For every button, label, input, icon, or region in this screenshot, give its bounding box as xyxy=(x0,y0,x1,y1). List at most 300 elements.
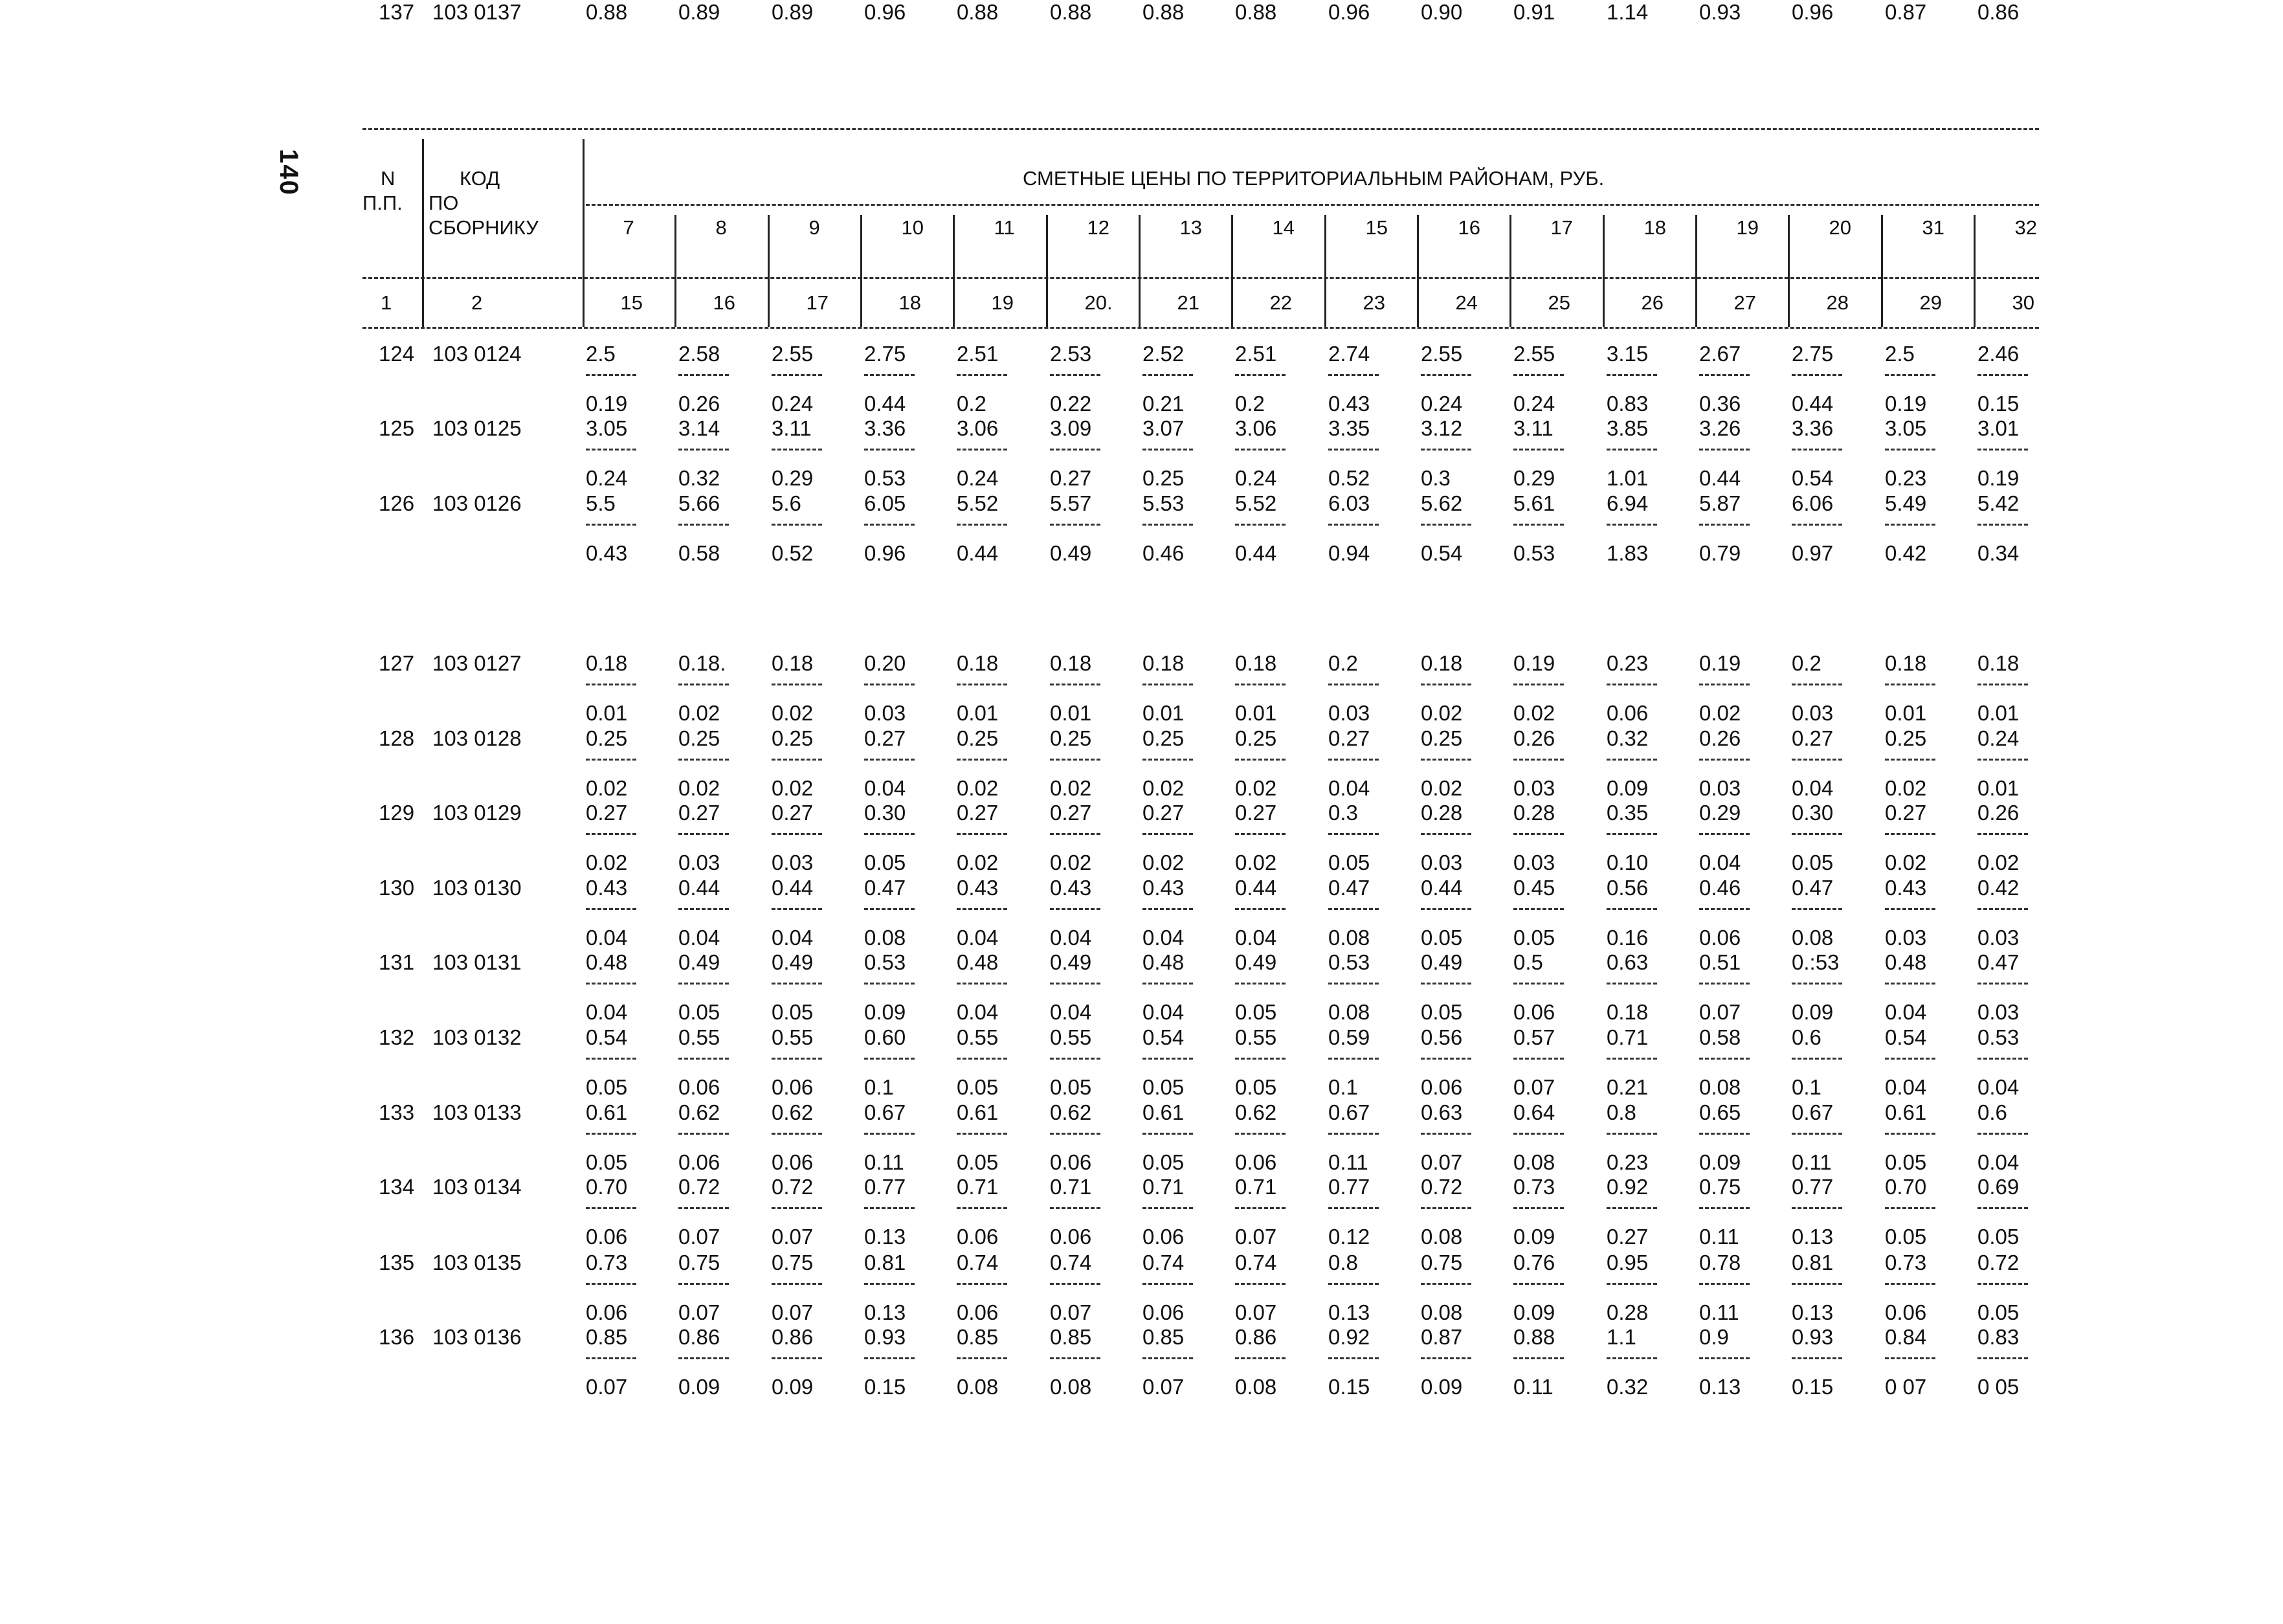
fraction-bar xyxy=(1699,1283,1750,1285)
cell-value: 0.25 xyxy=(772,726,814,750)
cell-value-lower: 0.43 xyxy=(1328,392,1370,416)
cell-value: 3.85 xyxy=(1607,416,1649,440)
cell-value: 3.11 xyxy=(772,416,812,440)
fraction-bar xyxy=(1885,1058,1935,1060)
cell-value-lower: 0.04 xyxy=(1142,926,1185,950)
fraction-bar xyxy=(586,1133,636,1135)
cell-value-lower: 0.03 xyxy=(1513,851,1555,874)
cell-value-lower: 0.01 xyxy=(1142,701,1185,725)
fraction-bar xyxy=(1050,833,1100,835)
cell-value-lower: 0.04 xyxy=(957,1000,999,1024)
cell-value-lower: 0.05 xyxy=(1235,1075,1277,1099)
cell-value-lower: 0.08 xyxy=(1421,1225,1463,1249)
header-po-label: ПО xyxy=(429,192,459,214)
cell-value: 3.07 xyxy=(1142,416,1185,440)
cell-value: 0.90 xyxy=(1421,0,1463,24)
fraction-bar xyxy=(1699,983,1750,984)
cell-value-lower: 1.01 xyxy=(1607,466,1649,490)
fraction-bar xyxy=(1235,1283,1286,1285)
cell-value: 2.51 xyxy=(1235,342,1277,366)
fraction-bar xyxy=(1885,1133,1935,1135)
cell-value: 0.72 xyxy=(1421,1175,1463,1199)
cell-value-lower: 0.04 xyxy=(864,776,906,800)
cell-value-lower: 0.11 xyxy=(1792,1150,1832,1174)
cell-value: 0.88 xyxy=(1050,0,1092,24)
cell-value: 0.8 xyxy=(1328,1251,1358,1274)
fraction-bar xyxy=(772,449,822,450)
fraction-bar xyxy=(678,1207,729,1209)
cell-value: 0.54 xyxy=(1142,1025,1185,1049)
cell-value: 0.18 xyxy=(1142,651,1185,675)
cell-value: 0.74 xyxy=(1142,1251,1185,1274)
cell-value: 0.74 xyxy=(1235,1251,1277,1274)
fraction-bar xyxy=(1513,524,1564,526)
cell-value: 5.42 xyxy=(1977,491,2020,515)
fraction-bar xyxy=(586,1283,636,1285)
cell-value-lower: 0.02 xyxy=(772,701,814,725)
fraction-bar xyxy=(1513,1207,1564,1209)
cell-value-lower: 0.32 xyxy=(678,466,720,490)
cell-value: 0.27 xyxy=(772,801,814,825)
header-district-31: 31 xyxy=(1922,216,1944,239)
cell-value: 0.91 xyxy=(1513,0,1555,24)
page-number: 140 xyxy=(274,149,303,196)
cell-value-lower: 0.05 xyxy=(864,851,906,874)
cell-value-lower: 0.12 xyxy=(1328,1225,1370,1249)
cell-value-lower: 0.28 xyxy=(1607,1300,1649,1324)
fraction-bar xyxy=(1050,1207,1100,1209)
fraction-bar xyxy=(957,1207,1007,1209)
cell-value-lower: 0.49 xyxy=(1050,541,1092,565)
fraction-bar xyxy=(864,759,915,761)
cell-value: 0.55 xyxy=(1235,1025,1277,1049)
cell-value: 0.19 xyxy=(1513,651,1555,675)
cell-value-lower: 0.54 xyxy=(1792,466,1834,490)
row-number: 128 xyxy=(379,726,415,750)
cell-value-lower: 0.03 xyxy=(1885,926,1927,950)
fraction-bar xyxy=(1607,1207,1657,1209)
cell-value: 0.53 xyxy=(1328,950,1370,974)
cell-value: 0.27 xyxy=(586,801,628,825)
cell-value-lower: 0.24 xyxy=(957,466,999,490)
cell-value-lower: 0.08 xyxy=(1513,1150,1555,1174)
row-number: 132 xyxy=(379,1025,415,1049)
header-rule-top xyxy=(362,128,2039,130)
cell-value: 0.63 xyxy=(1607,950,1649,974)
cell-value: 0.67 xyxy=(1328,1100,1370,1124)
header-colnum-19: 19 xyxy=(991,291,1014,314)
cell-value-lower: 0.06 xyxy=(1142,1300,1185,1324)
fraction-bar xyxy=(1792,374,1842,376)
fraction-bar xyxy=(1142,449,1193,450)
header-colnum-17: 17 xyxy=(806,291,829,314)
cell-value: 0.86 xyxy=(1977,0,2020,24)
cell-value: 0.55 xyxy=(772,1025,814,1049)
cell-value-lower: 0.05 xyxy=(1142,1150,1185,1174)
cell-value: 2.74 xyxy=(1328,342,1370,366)
cell-value: 0.9 xyxy=(1699,1325,1729,1349)
cell-value-lower: 0.05 xyxy=(772,1000,814,1024)
cell-value: 0.59 xyxy=(1328,1025,1370,1049)
fraction-bar xyxy=(678,759,729,761)
cell-value: 0.56 xyxy=(1421,1025,1463,1049)
header-bar-col-9 xyxy=(1417,215,1419,327)
cell-value-lower: 0.15 xyxy=(864,1375,906,1399)
cell-value: 0.25 xyxy=(1885,726,1927,750)
cell-value-lower: 0.21 xyxy=(1607,1075,1649,1099)
cell-value: 0.87 xyxy=(1421,1325,1463,1349)
cell-value-lower: 0.13 xyxy=(1699,1375,1741,1399)
cell-value: 0.60 xyxy=(864,1025,906,1049)
cell-value-lower: 0.03 xyxy=(1792,701,1834,725)
fraction-bar xyxy=(1328,449,1379,450)
fraction-bar xyxy=(1050,524,1100,526)
cell-value-lower: 0.05 xyxy=(1235,1000,1277,1024)
cell-value-lower: 0.15 xyxy=(1977,392,2020,416)
row-number: 124 xyxy=(379,342,415,366)
cell-value-lower: 0.44 xyxy=(1792,392,1834,416)
cell-value-lower: 0.13 xyxy=(1792,1300,1834,1324)
cell-value: 3.15 xyxy=(1607,342,1649,366)
cell-value-lower: 0.15 xyxy=(1792,1375,1834,1399)
cell-value-lower: 0.19 xyxy=(1977,466,2020,490)
cell-value-lower: 0.07 xyxy=(1235,1300,1277,1324)
row-number: 133 xyxy=(379,1100,415,1124)
fraction-bar xyxy=(678,833,729,835)
cell-value-lower: 0.08 xyxy=(1050,1375,1092,1399)
header-bar-col-14 xyxy=(1881,215,1883,327)
cell-value: 0.19 xyxy=(1699,651,1741,675)
cell-value: 0.25 xyxy=(1050,726,1092,750)
cell-value-lower: 0.05 xyxy=(1977,1225,2020,1249)
cell-value-lower: 0.02 xyxy=(957,851,999,874)
fraction-bar xyxy=(1050,684,1100,685)
cell-value-lower: 0.02 xyxy=(1235,851,1277,874)
cell-value-lower: 0.19 xyxy=(1885,392,1927,416)
cell-value: 1.1 xyxy=(1607,1325,1636,1349)
cell-value: 0.49 xyxy=(1421,950,1463,974)
fraction-bar xyxy=(1050,759,1100,761)
cell-value: 0.74 xyxy=(1050,1251,1092,1274)
row-number: 127 xyxy=(379,651,415,675)
cell-value-lower: 0.05 xyxy=(957,1150,999,1174)
fraction-bar xyxy=(1142,1207,1193,1209)
cell-value-lower: 0.24 xyxy=(772,392,814,416)
header-colnum-26: 26 xyxy=(1641,291,1664,314)
fraction-bar xyxy=(1421,983,1471,984)
cell-value-lower: 0.08 xyxy=(1699,1075,1741,1099)
cell-value: 3.26 xyxy=(1699,416,1741,440)
cell-value: 2.55 xyxy=(1513,342,1555,366)
row-code: 103 0132 xyxy=(432,1025,522,1049)
cell-value-lower: 0.09 xyxy=(772,1375,814,1399)
cell-value-lower: 1.83 xyxy=(1607,541,1649,565)
header-bar-col-15 xyxy=(1974,215,1976,327)
fraction-bar xyxy=(1977,524,2028,526)
cell-value-lower: 0.24 xyxy=(1513,392,1555,416)
fraction-bar xyxy=(1328,1357,1379,1359)
cell-value: 0.63 xyxy=(1421,1100,1463,1124)
cell-value-lower: 0.44 xyxy=(864,392,906,416)
fraction-bar xyxy=(1699,374,1750,376)
cell-value-lower: 0.05 xyxy=(1142,1075,1185,1099)
cell-value: 5.6 xyxy=(772,491,801,515)
cell-value: 0.27 xyxy=(1792,726,1834,750)
fraction-bar xyxy=(1792,983,1842,984)
cell-value: 0.6 xyxy=(1792,1025,1821,1049)
cell-value-lower: 0.01 xyxy=(1977,776,2020,800)
cell-value: 2.5 xyxy=(1885,342,1915,366)
cell-value: 0.27 xyxy=(678,801,720,825)
cell-value-lower: 0.11 xyxy=(864,1150,904,1174)
cell-value-lower: 0.24 xyxy=(586,466,628,490)
fraction-bar xyxy=(1607,524,1657,526)
cell-value-lower: 0.16 xyxy=(1607,926,1649,950)
cell-value: 0.43 xyxy=(1050,876,1092,900)
cell-value-lower: 0.06 xyxy=(772,1150,814,1174)
cell-value: 0.51 xyxy=(1699,950,1741,974)
cell-value-lower: 0.02 xyxy=(1421,701,1463,725)
cell-value-lower: 0.05 xyxy=(586,1150,628,1174)
cell-value-lower: 0.11 xyxy=(1328,1150,1368,1174)
cell-value: 0.61 xyxy=(1142,1100,1185,1124)
cell-value-lower: 0.06 xyxy=(1421,1075,1463,1099)
cell-value-lower: 0.09 xyxy=(678,1375,720,1399)
cell-value-lower: 0.44 xyxy=(1699,466,1741,490)
fraction-bar xyxy=(1142,759,1193,761)
row-code: 103 0131 xyxy=(432,950,522,974)
cell-value: 0.25 xyxy=(678,726,720,750)
cell-value: 0.30 xyxy=(864,801,906,825)
cell-value: 0.43 xyxy=(957,876,999,900)
cell-value: 0.83 xyxy=(1977,1325,2020,1349)
cell-value: 0.18 xyxy=(957,651,999,675)
cell-value-lower: 0.07 xyxy=(1235,1225,1277,1249)
cell-value-lower: 0.01 xyxy=(586,701,628,725)
cell-value: 0.48 xyxy=(957,950,999,974)
cell-value: 0.45 xyxy=(1513,876,1555,900)
fraction-bar xyxy=(1607,374,1657,376)
cell-value-lower: 0.03 xyxy=(1699,776,1741,800)
fraction-bar xyxy=(864,1058,915,1060)
cell-value-lower: 0.07 xyxy=(586,1375,628,1399)
cell-value: 3.36 xyxy=(1792,416,1834,440)
cell-value-lower: 0.53 xyxy=(864,466,906,490)
cell-value: 0.27 xyxy=(1328,726,1370,750)
cell-value-lower: 0.04 xyxy=(1699,851,1741,874)
cell-value-lower: 0.02 xyxy=(957,776,999,800)
cell-value: 2.75 xyxy=(864,342,906,366)
fraction-bar xyxy=(1235,983,1286,984)
row-number: 134 xyxy=(379,1175,415,1199)
cell-value: 0.23 xyxy=(1607,651,1649,675)
cell-value-lower: 0.03 xyxy=(1977,926,2020,950)
fraction-bar xyxy=(1421,1207,1471,1209)
fraction-bar xyxy=(1977,1058,2028,1060)
fraction-bar xyxy=(957,908,1007,910)
cell-value: 0.6 xyxy=(1977,1100,2007,1124)
cell-value: 0.44 xyxy=(772,876,814,900)
cell-value: 0.42 xyxy=(1977,876,2020,900)
cell-value-lower: 0.04 xyxy=(1885,1075,1927,1099)
cell-value: 0.95 xyxy=(1607,1251,1649,1274)
cell-value-lower: 0.02 xyxy=(1885,851,1927,874)
cell-value-lower: 0.06 xyxy=(957,1300,999,1324)
fraction-bar xyxy=(957,684,1007,685)
header-district-18: 18 xyxy=(1643,216,1666,239)
header-bar-col-6 xyxy=(1139,215,1141,327)
cell-value: 0.18 xyxy=(1977,651,2020,675)
fraction-bar xyxy=(1142,374,1193,376)
header-bar-col-8 xyxy=(1324,215,1326,327)
cell-value-lower: 0.05 xyxy=(1885,1225,1927,1249)
row-number: 129 xyxy=(379,801,415,825)
fraction-bar xyxy=(1885,1283,1935,1285)
cell-value-lower: 0.02 xyxy=(1142,851,1185,874)
cell-value-lower: 0.06 xyxy=(1235,1150,1277,1174)
cell-value: 5.49 xyxy=(1885,491,1927,515)
cell-value: 0.89 xyxy=(772,0,814,24)
cell-value-lower: 0.06 xyxy=(1050,1150,1092,1174)
cell-value: 0.77 xyxy=(1328,1175,1370,1199)
cell-value-lower: 0.53 xyxy=(1513,541,1555,565)
cell-value: 0.72 xyxy=(678,1175,720,1199)
cell-value: 0.3 xyxy=(1328,801,1358,825)
cell-value-lower: 0.46 xyxy=(1142,541,1185,565)
fraction-bar xyxy=(1513,684,1564,685)
fraction-bar xyxy=(864,1133,915,1135)
fraction-bar xyxy=(678,1058,729,1060)
fraction-bar xyxy=(1513,833,1564,835)
header-colnum-2: 2 xyxy=(471,291,483,314)
cell-value-lower: 0.01 xyxy=(1235,701,1277,725)
cell-value: 0.55 xyxy=(957,1025,999,1049)
header-bar-code xyxy=(583,139,585,327)
row-code: 103 0137 xyxy=(432,0,522,24)
cell-value: 2.75 xyxy=(1792,342,1834,366)
cell-value-lower: 0.06 xyxy=(1699,926,1741,950)
cell-value-lower: 0.09 xyxy=(1421,1375,1463,1399)
fraction-bar xyxy=(1421,374,1471,376)
header-pp-label: П.П. xyxy=(362,192,403,214)
cell-value-lower: 0.01 xyxy=(1885,701,1927,725)
fraction-bar xyxy=(1699,1058,1750,1060)
cell-value: 3.35 xyxy=(1328,416,1370,440)
header-bar-col-5 xyxy=(1046,215,1048,327)
cell-value-lower: 0.97 xyxy=(1792,541,1834,565)
cell-value-lower: 0.04 xyxy=(1050,926,1092,950)
fraction-bar xyxy=(1607,1357,1657,1359)
cell-value: 5.5 xyxy=(586,491,616,515)
cell-value: 0.61 xyxy=(957,1100,999,1124)
fraction-bar xyxy=(1328,1207,1379,1209)
cell-value-lower: 0.04 xyxy=(678,926,720,950)
cell-value-lower: 0.13 xyxy=(864,1300,906,1324)
cell-value-lower: 0.43 xyxy=(586,541,628,565)
fraction-bar xyxy=(1142,1133,1193,1135)
cell-value: 0.47 xyxy=(1792,876,1834,900)
fraction-bar xyxy=(1885,1357,1935,1359)
cell-value-lower: 0.05 xyxy=(1328,851,1370,874)
cell-value: 0.55 xyxy=(1050,1025,1092,1049)
cell-value: 0.27 xyxy=(1050,801,1092,825)
header-district-32: 32 xyxy=(2014,216,2037,239)
cell-value: 2.58 xyxy=(678,342,720,366)
fraction-bar xyxy=(586,983,636,984)
fraction-bar xyxy=(1235,833,1286,835)
cell-value-lower: 0.21 xyxy=(1142,392,1185,416)
cell-value: 0.71 xyxy=(1607,1025,1649,1049)
row-number: 135 xyxy=(379,1251,415,1274)
header-colnum-1: 1 xyxy=(381,291,392,314)
fraction-bar xyxy=(1235,1207,1286,1209)
cell-value: 0.86 xyxy=(772,1325,814,1349)
cell-value-lower: 0.07 xyxy=(772,1225,814,1249)
cell-value: 3.06 xyxy=(957,416,999,440)
cell-value: 6.06 xyxy=(1792,491,1834,515)
fraction-bar xyxy=(1977,1207,2028,1209)
cell-value: 0.93 xyxy=(864,1325,906,1349)
fraction-bar xyxy=(1977,983,2028,984)
cell-value-lower: 0.07 xyxy=(772,1300,814,1324)
fraction-bar xyxy=(1699,833,1750,835)
fraction-bar xyxy=(957,833,1007,835)
fraction-bar xyxy=(678,1283,729,1285)
cell-value-lower: 0.11 xyxy=(1699,1225,1739,1249)
cell-value: 0.71 xyxy=(957,1175,999,1199)
fraction-bar xyxy=(772,684,822,685)
fraction-bar xyxy=(957,759,1007,761)
fraction-bar xyxy=(1421,449,1471,450)
header-bar-col-13 xyxy=(1788,215,1790,327)
fraction-bar xyxy=(1421,1283,1471,1285)
cell-value-lower: 0.06 xyxy=(1142,1225,1185,1249)
cell-value-lower: 0.1 xyxy=(1328,1075,1358,1099)
cell-value: 2.67 xyxy=(1699,342,1741,366)
cell-value: 0.93 xyxy=(1699,0,1741,24)
fraction-bar xyxy=(957,374,1007,376)
cell-value: 0.44 xyxy=(1421,876,1463,900)
cell-value: 0.75 xyxy=(1421,1251,1463,1274)
cell-value: 0.96 xyxy=(1328,0,1370,24)
cell-value-lower: 0.13 xyxy=(1792,1225,1834,1249)
cell-value-lower: 0.02 xyxy=(1142,776,1185,800)
cell-value-lower: 0.02 xyxy=(678,701,720,725)
cell-value: 5.52 xyxy=(957,491,999,515)
cell-value-lower: 0.58 xyxy=(678,541,720,565)
cell-value: 0.47 xyxy=(1977,950,2020,974)
cell-value-lower: 0.05 xyxy=(1792,851,1834,874)
cell-value: 0.71 xyxy=(1050,1175,1092,1199)
cell-value: 3.36 xyxy=(864,416,906,440)
cell-value: 6.03 xyxy=(1328,491,1370,515)
cell-value-lower: 0.13 xyxy=(864,1225,906,1249)
cell-value: 0.25 xyxy=(1142,726,1185,750)
cell-value-lower: 0.03 xyxy=(678,851,720,874)
fraction-bar xyxy=(1328,374,1379,376)
cell-value-lower: 0.04 xyxy=(1885,1000,1927,1024)
fraction-bar xyxy=(864,833,915,835)
fraction-bar xyxy=(772,1058,822,1060)
cell-value-lower: 0.44 xyxy=(957,541,999,565)
fraction-bar xyxy=(1235,524,1286,526)
fraction-bar xyxy=(1885,983,1935,984)
fraction-bar xyxy=(772,1283,822,1285)
cell-value: 0.48 xyxy=(586,950,628,974)
fraction-bar xyxy=(586,908,636,910)
header-colnum-15: 15 xyxy=(620,291,643,314)
cell-value: 0.73 xyxy=(1885,1251,1927,1274)
